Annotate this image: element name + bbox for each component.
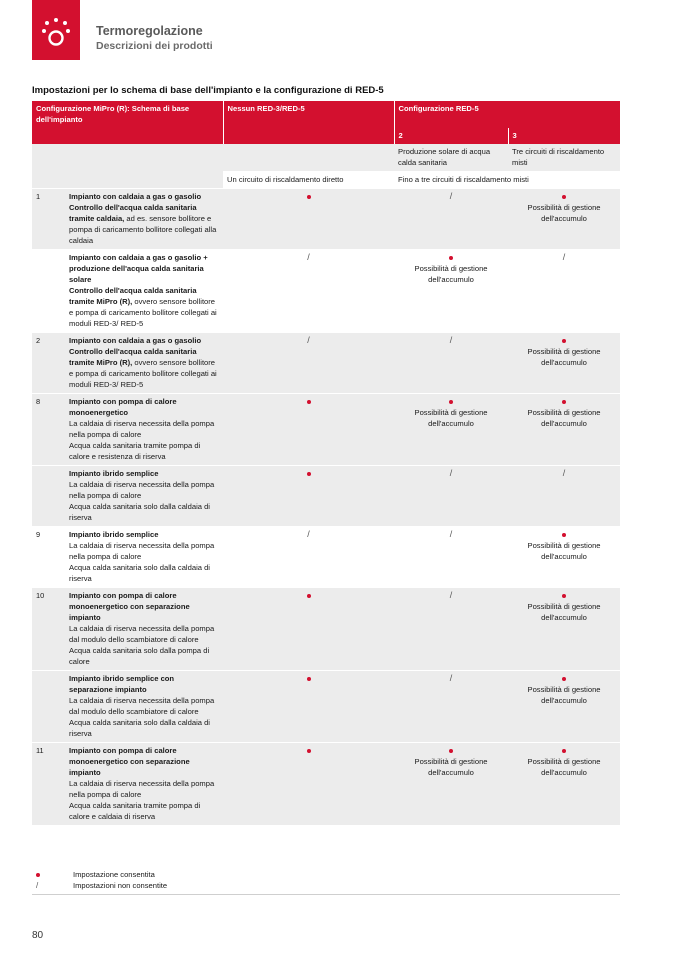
row-number: 11	[32, 743, 65, 826]
table-subheader-desc	[32, 172, 620, 189]
table-row	[32, 743, 620, 826]
allowed-dot-icon	[36, 873, 40, 877]
cell-red5-3: Possibilità di gestione dell'accumulo	[508, 394, 620, 466]
page-header-subtitle: Descrizioni dei prodotti	[96, 40, 213, 52]
col-header-mipro: Configurazione MiPro (R): Schema di base dell'impianto	[32, 101, 223, 128]
col-header-red5: Configurazione RED-5	[394, 101, 620, 128]
row-description: Impianto con pompa di calore monoenergetico con separazione impianto La caldaia di riserva necessita della pompa dal modulo dello scambiatore di calore Acqua calda sanitaria solo dalla pompa di calore	[65, 588, 223, 671]
cell-red5-3: Possibilità di gestione dell'accumulo	[508, 588, 620, 671]
cell-red5-2: /	[394, 466, 508, 527]
section-title: Impostazioni per lo schema di base dell'impianto e la configurazione di RED-5	[32, 85, 384, 96]
cell-red5-3: Possibilità di gestione dell'accumulo	[508, 743, 620, 826]
table-row	[32, 671, 620, 743]
row-description: Impianto ibrido semplice La caldaia di riserva necessita della pompa nella pompa di calore Acqua calda sanitaria solo dalla caldaia di riserva	[65, 466, 223, 527]
table-row	[32, 189, 620, 250]
row-description: Impianto con pompa di calore monoenergetico con separazione impianto La caldaia di riserva necessita della pompa nella pompa di calore Acqua calda sanitaria tramite pompa di calore e caldaia di riserva	[65, 743, 223, 826]
row-number	[32, 671, 65, 743]
cell-none: /	[223, 527, 394, 588]
desc-red5: Fino a tre circuiti di riscaldamento misti	[394, 172, 620, 189]
page-header-title: Termoregolazione	[96, 24, 203, 38]
cell-red5-2: /	[394, 588, 508, 671]
cell-none	[223, 743, 394, 826]
legend-allowed-label: Impostazione consentita	[73, 870, 155, 879]
allowed-dot-icon	[562, 195, 566, 199]
cell-none	[223, 189, 394, 250]
allowed-dot-icon	[307, 594, 311, 598]
legend-not-allowed	[32, 880, 620, 891]
allowed-dot-icon	[449, 400, 453, 404]
allowed-dot-icon	[562, 749, 566, 753]
subcol-2-text: Produzione solare di acqua calda sanitaria	[394, 144, 508, 172]
page-number: 80	[32, 930, 44, 941]
allowed-dot-icon	[307, 400, 311, 404]
row-description: Impianto con caldaia a gas o gasolio + produzione dell'acqua calda sanitaria solare Controllo dell'acqua calda sanitaria tramite MiPro (R), ovvero sensore bollitore e pompa di caricamento bollitore collegati ai moduli RED-3/ RED-5	[65, 250, 223, 333]
row-number: 10	[32, 588, 65, 671]
allowed-dot-icon	[307, 195, 311, 199]
table-subheader-text	[32, 144, 620, 172]
legend-not-allowed-label: Impostazioni non consentite	[73, 881, 168, 890]
subcol-3-number: 3	[508, 128, 620, 144]
table-row	[32, 466, 620, 527]
col-header-none: Nessun RED-3/RED-5	[223, 101, 394, 128]
cell-red5-2: /	[394, 527, 508, 588]
cell-none	[223, 394, 394, 466]
cell-red5-2: /	[394, 189, 508, 250]
cell-red5-2: Possibilità di gestione dell'accumulo	[394, 743, 508, 826]
cell-red5-2: /	[394, 333, 508, 394]
row-number: 9	[32, 527, 65, 588]
cell-red5-2: /	[394, 671, 508, 743]
row-description: Impianto con pompa di calore monoenergetico La caldaia di riserva necessita della pompa nella pompa di calore Acqua calda sanitaria tramite pompa di calore e resistenza di riserva	[65, 394, 223, 466]
row-number	[32, 250, 65, 333]
row-number: 1	[32, 189, 65, 250]
allowed-dot-icon	[562, 677, 566, 681]
subcol-3-text: Tre circuiti di riscaldamento misti	[508, 144, 620, 172]
table-row	[32, 250, 620, 333]
cell-red5-3: /	[508, 466, 620, 527]
row-number: 8	[32, 394, 65, 466]
cell-red5-2: Possibilità di gestione dell'accumulo	[394, 394, 508, 466]
table-row	[32, 588, 620, 671]
allowed-dot-icon	[307, 749, 311, 753]
row-description: Impianto con caldaia a gas o gasolio Controllo dell'acqua calda sanitaria tramite MiPro (R), ovvero sensore bollitore e pompa di caricamento bollitore collegati ai moduli RED-3/ RED-5	[65, 333, 223, 394]
cell-none	[223, 588, 394, 671]
slash-symbol: /	[36, 881, 39, 890]
legend	[32, 869, 620, 895]
table-row	[32, 333, 620, 394]
subcol-2-number: 2	[394, 128, 508, 144]
allowed-dot-icon	[449, 256, 453, 260]
cell-red5-3: Possibilità di gestione dell'accumulo	[508, 671, 620, 743]
allowed-dot-icon	[307, 677, 311, 681]
cell-none	[223, 466, 394, 527]
allowed-dot-icon	[562, 400, 566, 404]
cell-red5-3: /	[508, 250, 620, 333]
cell-red5-2: Possibilità di gestione dell'accumulo	[394, 250, 508, 333]
row-description: Impianto ibrido semplice La caldaia di riserva necessita della pompa nella pompa di calore Acqua calda sanitaria solo dalla caldaia di riserva	[65, 527, 223, 588]
table-row	[32, 394, 620, 466]
cell-none	[223, 671, 394, 743]
cell-none: /	[223, 333, 394, 394]
allowed-dot-icon	[307, 472, 311, 476]
logo-icon	[32, 0, 80, 60]
table-header-row	[32, 101, 620, 128]
row-description: Impianto con caldaia a gas o gasolio Controllo dell'acqua calda sanitaria tramite caldaia, ad es. sensore bollitore e pompa di caricamento bollitore collegati alla caldaia	[65, 189, 223, 250]
allowed-dot-icon	[562, 339, 566, 343]
desc-none: Un circuito di riscaldamento diretto	[223, 172, 394, 189]
cell-none: /	[223, 250, 394, 333]
allowed-dot-icon	[562, 533, 566, 537]
allowed-dot-icon	[562, 594, 566, 598]
table-row	[32, 527, 620, 588]
cell-red5-3: Possibilità di gestione dell'accumulo	[508, 333, 620, 394]
cell-red5-3: Possibilità di gestione dell'accumulo	[508, 189, 620, 250]
brand-logo	[32, 0, 80, 60]
cell-red5-3: Possibilità di gestione dell'accumulo	[508, 527, 620, 588]
legend-allowed	[32, 869, 620, 880]
allowed-dot-icon	[449, 749, 453, 753]
row-description: Impianto ibrido semplice con separazione impianto La caldaia di riserva necessita della pompa dal modulo dello scambiatore di calore Acqua calda sanitaria solo dalla caldaia di riserva	[65, 671, 223, 743]
table-subheader-numbers	[32, 128, 620, 144]
configuration-table	[32, 101, 620, 825]
row-number	[32, 466, 65, 527]
row-number: 2	[32, 333, 65, 394]
